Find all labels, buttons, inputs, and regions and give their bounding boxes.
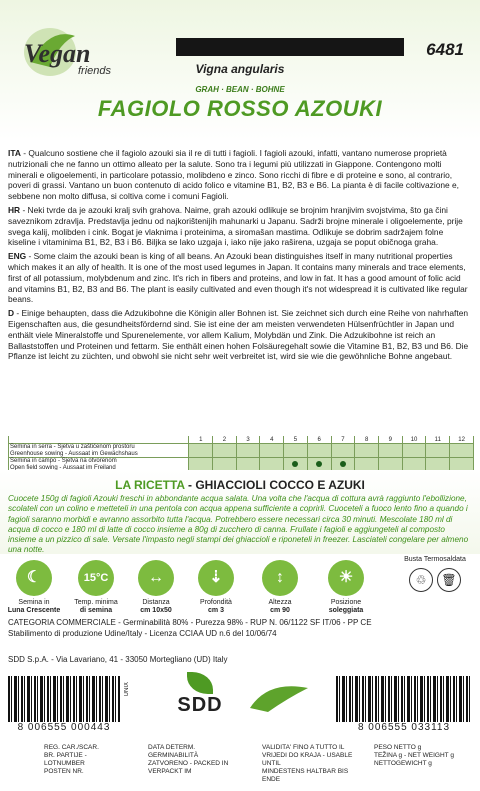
calendar-dot <box>340 461 346 467</box>
calendar-dot <box>316 461 322 467</box>
calendar-cell <box>450 444 474 458</box>
cultivation-item: 15°C Temp. minima di semina <box>66 560 126 615</box>
desc-hr: HR - Neki tvrde da je azouki kralj svih grahova. Naime, grah azouki odlikuje se brojnim hranjivim svojstvima, što ga čini saveznikom zdravlja. Predstavlja jednu od najkorištenijih mahunarki u Japanu. Sadrži brojne minerale i oligoelemente, prije svega kalij, molibden i cink. Bogat je vlaknima i proteinima, a siromašan mastima. Odlikuje se dobrim sadržajem folne kiseline i vitaminima B1, B2, B3 i B6. Biljka se lako uzgaja i, iako nije jako raširena, uzgaja se poput običnoga graha. <box>8 204 463 248</box>
calendar-cell <box>426 444 450 458</box>
cultivation-item: ↔ Distanza cm 10x50 <box>126 560 186 615</box>
cultivation-item: ⇣ Profondità cm 3 <box>186 560 246 615</box>
calendar-cell <box>307 444 331 458</box>
temperature-icon: 15°C <box>78 560 114 596</box>
desc-d: D - Einige behaupten, dass die Adzukibohne die Königin aller Bohnen ist. Sie zeichnet sich durch eine Reihe von nahrhaften Eigenschaften aus, die gesundheitsfördernd sind. Sie ist eine der am meisten verwendeten Hülsenfrüchtler in Japan und enthält viele Mineralstoffe und Spurenelemente, vor allem Kalium, Molybdän und Zink. Die Adzukibohne ist reich an Ballaststoffen und Proteinen und fettarm. Sie enthält einen hohen Folsäuregehalt sowie die Vitamine B1, B2, B3 und B6. Die Pflanze ist leicht zu züchten, und obwohl sie nicht sehr weit verbreitet ist, wird sie wie die gewöhnliche Bohne angebaut. <box>8 308 469 362</box>
barcode-left: 8 006555 000443 <box>8 676 120 733</box>
address: SDD S.p.A. - Via Lavariano, 41 - 33050 Mortegliano (UD) Italy <box>8 655 228 664</box>
unix-label: UNIX <box>124 682 130 697</box>
cultivation-item: ☀ Posizione soleggiata <box>316 560 376 615</box>
svg-text:Vegan: Vegan <box>24 39 91 68</box>
descriptions <box>8 148 473 365</box>
sdd-logo: SDD <box>170 672 230 717</box>
footer-usable: VALIDITA' FINO A TUTTO IL VRIJEDI DO KRAJA - USABLE UNTIL MINDESTENS HALTBAR BIS ENDE <box>262 744 353 783</box>
calendar-cell <box>236 444 260 458</box>
desc-ita: ITA - Qualcuno sostiene che il fagiolo azouki sia il re di tutti i fagioli. I fagioli azouki, infatti, vantano numerose proprietà nutrizionali che ne fanno un ottimo alleato per la salute. Sono tra i legumi più utilizzati in Giappone. Contengono molti minerali e oligoelementi, in particolare potassio, molibdeno e zinco. Sono ricchi di fibre e di proteine e sono, al contrario, poveri di grassi. Vantano un buon contenuto di acido folico e vitamine B1, B2, B3 e B6. La pianta è di facile coltivazione e, sebbene non molto diffusa, si coltiva come i comuni Fagioli. <box>8 148 459 202</box>
barcode-right: 8 006555 033113 <box>336 676 472 733</box>
calendar-row-label: Semina in campo - Sjetva na otvorenom Open field sowing - Aussaat im Freiland <box>9 458 189 472</box>
cultivation-item: ↕ Altezza cm 90 <box>250 560 310 615</box>
calendar-cell <box>378 444 402 458</box>
sowing-moon-icon: ☾ <box>16 560 52 596</box>
product-code: 6481 <box>426 40 464 59</box>
latin-name: Vigna angularis <box>195 62 285 76</box>
calendar-row-label: Semina in serra - Sjetva u zaštićenom prostoru Greenhouse sowing - Aussaat im Gewächshaus <box>9 444 189 458</box>
svg-text:friends: friends <box>78 65 112 77</box>
calendar-cell <box>189 444 213 458</box>
footer-weight: PESO NETTO g TEŽINA g - NET WEIGHT g NETTOGEWICHT g <box>374 744 454 767</box>
calendar-cell <box>402 444 426 458</box>
desc-eng: ENG - Some claim the azouki bean is king of all beans. An Azouki bean distinguishes itself in many nutritional properties which makes it an ally of health. It is one of the most used legumes in Japan. It contains many minerals and trace elements, first of all potassium, molybdenum and zinc. It's rich in fibers and proteins, and low in fat. It has a good amount of folic acid and vitamins B1, B2, B3 and B6. The plant is easily cultivated and even though it's not widespread it is cultivated like regular beans. <box>8 251 468 305</box>
sun-icon: ☀ <box>328 560 364 596</box>
depth-icon: ⇣ <box>198 560 234 596</box>
calendar-cell <box>284 444 308 458</box>
certification-badge <box>248 678 310 716</box>
calendar-cell <box>331 444 355 458</box>
calendar-row-greenhouse <box>9 444 474 458</box>
recipe-text: Cuocete 150g di fagioli Azouki freschi in abbondante acqua salata. Una volta che l'acqua di cottura avrà raggiunto l'ebollizione, scolateli con un colino e metteteli in una pentola con acqua appena sufficiente a coprirli. Cuoceteli a fuoco lento fino a quando i fagioli saranno morbidi e avranno assorbito tutta l'acqua. Potrebbero essere necessari circa 30 minuti. Mescolate 180 ml di acqua di cocco e 180 ml di latte di cocco insieme a 80g di zucchero di canna. Frullate i fagioli e aggiungeteli al composto insieme a un pizzico di sale. Versate l'impasto negli stampi dei ghiaccioli e riponeteli in freezer. Lasciateli congelare per almeno una notte. <box>8 494 469 555</box>
calendar-cell <box>355 444 379 458</box>
cultivation-item: ☾ Semina in Luna Crescente <box>4 560 64 615</box>
subnames: GRAH · BEAN · BOHNE <box>195 85 285 94</box>
category-info: CATEGORIA COMMERCIALE - Germinabilità 80% - Purezza 98% - RUP N. 06/1122 SF IT/06 - PP CE Stabilimento di produzione Udine/Italy - Licenza CCIAA UD n.6 del 10/06/74 <box>8 618 372 638</box>
bin-icon: 🗑 <box>437 568 461 592</box>
calendar-cell <box>260 444 284 458</box>
hang-slot <box>176 38 404 56</box>
distance-icon: ↔ <box>138 560 174 596</box>
calendar-header-row: 1 2 3 4 5 6 7 8 9 10 11 12 <box>9 436 474 444</box>
height-icon: ↕ <box>262 560 298 596</box>
leaf-icon <box>187 672 213 694</box>
product-title: FAGIOLO ROSSO AZOUKI <box>97 96 383 121</box>
recycle-icon: ♲ <box>409 568 433 592</box>
calendar-cell <box>213 444 237 458</box>
footer-lot: REG. CAR./SCAR. BR. PARTIJE - LOTNUMBER POSTEN NR. <box>44 744 99 775</box>
busta-info: Busta Termosaldata ♲ 🗑 <box>402 556 468 592</box>
calendar-dot <box>292 461 298 467</box>
recipe-title: LA RICETTA - GHIACCIOLI COCCO E AZUKI <box>115 478 365 492</box>
footer-packed: DATA DETERM. GERMINABILITÀ ZATVORENO - PACKED IN VERPACKT IM <box>148 744 229 775</box>
